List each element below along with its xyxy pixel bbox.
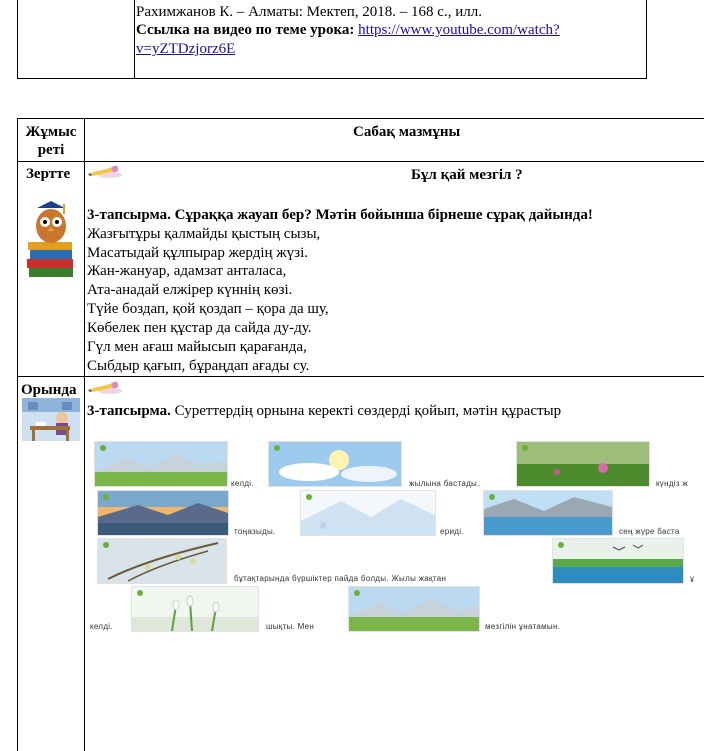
poem-line-3: Жан-жануар, адамзат анталаса, [87, 263, 287, 279]
row2-task-number: 3-тапсырма. [87, 403, 171, 419]
top-table-border-right [646, 0, 647, 79]
picture-river-ice [483, 490, 613, 536]
pencil-icon [88, 165, 124, 179]
row2-task [87, 402, 561, 420]
row2-label: Орында [21, 382, 77, 398]
lesson-table-row1-bottom [17, 376, 704, 377]
video-link-part2[interactable]: v=yZTDzjorz6E [136, 41, 236, 57]
video-label: Ссылка на видео по теме урока: [136, 22, 355, 38]
picture-sunset-lake [97, 490, 229, 536]
svg-text:❄: ❄ [319, 521, 328, 532]
owl-books-icon [23, 198, 79, 284]
poem-line-6: Көбелек пен құстар да сайда ду-ду. [87, 320, 312, 336]
top-table-border-left [17, 0, 18, 79]
picture-snowy-hills [300, 490, 436, 536]
poem-line-8: Сыбдыр қағып, бұраңдап ағады су. [87, 358, 310, 374]
caption-7: бұтақтарында бүршіктер пайда болды. Жылы жақтан [234, 574, 447, 583]
lesson-table-border-left [17, 118, 18, 751]
caption-11: мезгілін ұнатамын. [485, 622, 561, 631]
video-link-continued [136, 40, 235, 58]
student-desk-icon [22, 398, 80, 441]
picture-willow-buds [97, 538, 227, 584]
pencil-icon [88, 381, 124, 395]
picture-snowdrops [131, 586, 259, 632]
top-table-divider [134, 0, 135, 79]
caption-10: шықты. Мен [266, 622, 315, 631]
picture-birds-lake [552, 538, 684, 584]
col2-header: Сабақ мазмұны [353, 124, 461, 140]
picture-spring-meadow [94, 441, 228, 487]
reference-line: Рахимжанов К. – Алматы: Мектеп, 2018. – 168 с., илл. [136, 4, 482, 20]
caption-1: келді. [231, 479, 254, 488]
lesson-table-border-top [17, 118, 704, 119]
caption-6: сең жүре баста [619, 527, 680, 536]
picture-sunny-sky [268, 441, 402, 487]
caption-4: тоңазыды. [234, 527, 276, 536]
caption-2: жылына бастады. [409, 479, 480, 488]
poem-line-5: Түйе боздап, қой қоздап – қора да шу, [87, 301, 329, 317]
poem-line-7: Гүл мен ағаш майысып қарағанда, [87, 339, 307, 355]
lesson-table-header-bottom [17, 161, 704, 162]
video-reference [136, 21, 560, 39]
row1-label: Зертте [26, 166, 71, 182]
top-table-border-bottom [17, 78, 647, 79]
row2-task-text: Суреттердің орнына керекті сөздерді қойып, мәтін құрастыр [170, 403, 562, 419]
caption-9: келді. [90, 622, 113, 631]
lesson-table-col-divider [84, 118, 85, 751]
caption-3: күндіз ж [656, 479, 689, 488]
caption-5: ериді. [440, 527, 464, 536]
poem-line-1: Жазғытұры қалмайды қыстың сызы, [87, 226, 321, 242]
col1-header-line1: Жұмыс [25, 124, 77, 140]
row1-task: 3-тапсырма. Сұраққа жауап бер? Мәтін бойынша бірнеше сұрақ дайында! [87, 207, 593, 223]
poem-line-4: Ата-анадай елжірер күннің көзі. [87, 282, 293, 298]
caption-8: ұ [690, 574, 695, 583]
picture-flower-field [516, 441, 650, 487]
picture-spring-meadow-2 [348, 586, 480, 632]
col1-header-line2: реті [37, 142, 65, 158]
row1-question: Бұл қай мезгіл ? [411, 167, 523, 183]
video-link[interactable]: https://www.youtube.com/watch? [358, 22, 560, 38]
poem-line-2: Масатыдай құлпырар жердің жүзі. [87, 245, 309, 261]
